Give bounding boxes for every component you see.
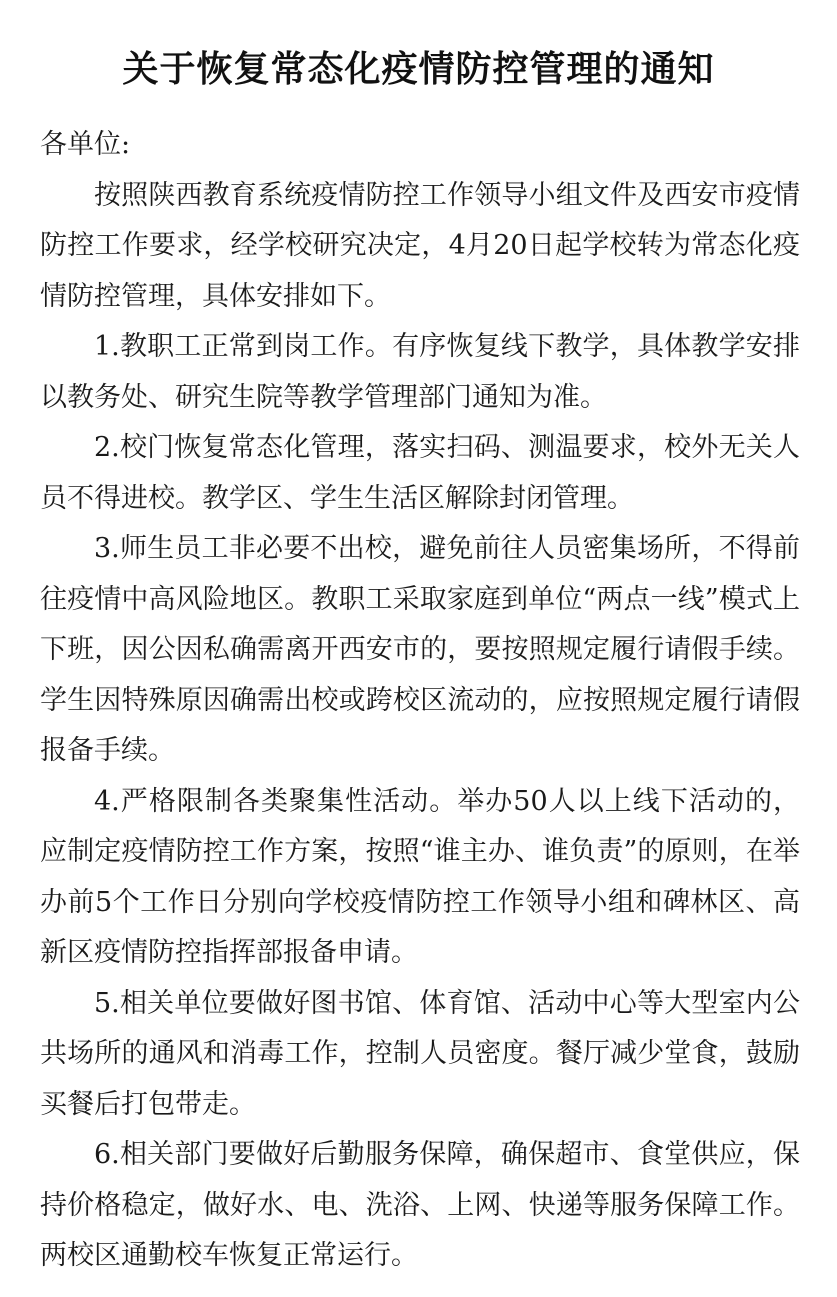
document-body	[40, 120, 800, 1282]
item-paragraph-4: 4.严格限制各类聚集性活动。举办50人以上线下活动的，应制定疫情防控工作方案，按照“谁主办、谁负责”的原则，在举办前5个工作日分别向学校疫情防控工作领导小组和碑林区、高新区疫情防控指挥部报备申请。	[40, 785, 800, 968]
intro-paragraph: 按照陕西教育系统疫情防控工作领导小组文件及西安市疫情防控工作要求，经学校研究决定，4月20日起学校转为常态化疫情防控管理，具体安排如下。	[40, 179, 800, 312]
item-paragraph-6: 6.相关部门要做好后勤服务保障，确保超市、食堂供应，保持价格稳定，做好水、电、洗浴、上网、快递等服务保障工作。两校区通勤校车恢复正常运行。	[40, 1139, 800, 1271]
salutation: 各单位:	[40, 129, 131, 160]
document-title: 关于恢复常态化疫情防控管理的通知	[122, 49, 715, 90]
item-paragraph-1: 1.教职工正常到岗工作。有序恢复线下教学，具体教学安排以教务处、研究生院等教学管理部门通知为准。	[40, 331, 800, 413]
item-paragraph-2: 2.校门恢复常态化管理，落实扫码、测温要求，校外无关人员不得进校。教学区、学生生活区解除封闭管理。	[40, 432, 800, 514]
item-paragraph-5: 5.相关单位要做好图书馆、体育馆、活动中心等大型室内公共场所的通风和消毒工作，控制人员密度。餐厅减少堂食，鼓励买餐后打包带走。	[40, 987, 800, 1120]
item-paragraph-3: 3.师生员工非必要不出校，避免前往人员密集场所，不得前往疫情中高风险地区。教职工采取家庭到单位“两点一线”模式上下班，因公因私确需离开西安市的，要按照规定履行请假手续。学生因特殊原因确需出校或跨校区流动的，应按照规定履行请假报备手续。	[40, 533, 800, 766]
